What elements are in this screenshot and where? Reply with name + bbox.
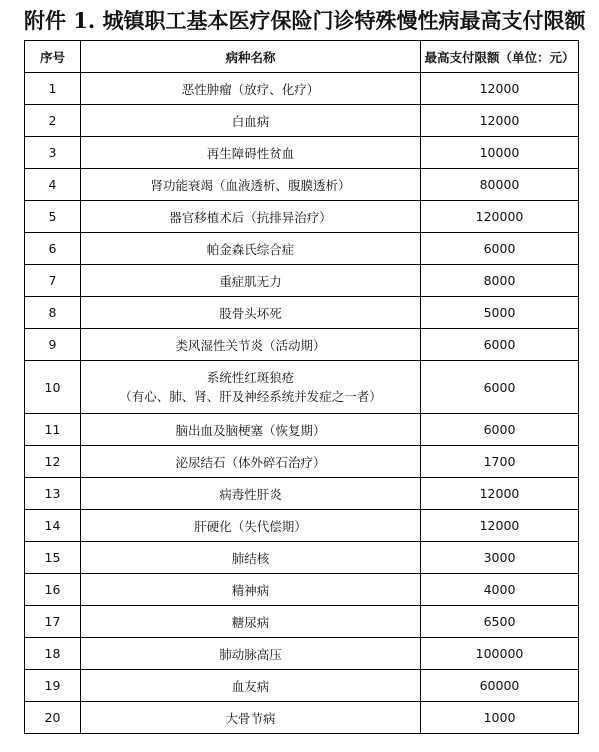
row-payment-limit: 6000: [421, 329, 579, 361]
table-row: [25, 510, 579, 542]
table-row: [25, 361, 579, 414]
row-payment-limit: 60000: [421, 670, 579, 702]
row-disease-name: 系统性红斑狼疮: [206, 370, 295, 385]
row-disease-name: 帕金森氏综合症: [81, 233, 421, 265]
table-row: [25, 446, 579, 478]
row-disease-name: 类风湿性关节炎（活动期）: [81, 329, 421, 361]
document-title: 附件 1. 城镇职工基本医疗保险门诊特殊慢性病最高支付限额: [24, 8, 586, 33]
table-row: [25, 574, 579, 606]
row-disease-name: 恶性肿瘤（放疗、化疗）: [81, 73, 421, 105]
row-serial-number: 3: [25, 137, 81, 169]
row-serial-number: 15: [25, 542, 81, 574]
row-payment-limit: 1000: [421, 702, 579, 734]
row-payment-limit: 80000: [421, 169, 579, 201]
row-payment-limit: 12000: [421, 73, 579, 105]
row-serial-number: 6: [25, 233, 81, 265]
row-disease-name: 血友病: [81, 670, 421, 702]
row-disease-name: 肾功能衰竭（血液透析、腹膜透析）: [81, 169, 421, 201]
row-payment-limit: 1700: [421, 446, 579, 478]
row-disease-name: 脑出血及脑梗塞（恢复期）: [81, 414, 421, 446]
row-disease-name: 病毒性肝炎: [81, 478, 421, 510]
row-payment-limit: 120000: [421, 201, 579, 233]
row-disease-name: 泌尿结石（体外碎石治疗）: [81, 446, 421, 478]
row-serial-number: 13: [25, 478, 81, 510]
row-payment-limit: 6500: [421, 606, 579, 638]
row-serial-number: 10: [25, 361, 81, 414]
header-max-payment-limit: 最高支付限额（单位：元）: [421, 41, 579, 73]
row-payment-limit: 4000: [421, 574, 579, 606]
table-row: [25, 638, 579, 670]
row-serial-number: 19: [25, 670, 81, 702]
row-serial-number: 14: [25, 510, 81, 542]
table-row: [25, 201, 579, 233]
table-row: [25, 265, 579, 297]
table-header-row: [25, 41, 579, 73]
row-payment-limit: 5000: [421, 297, 579, 329]
row-disease-name-qualifier: （有心、肺、肾、肝及神经系统并发症之一者）: [119, 389, 382, 404]
row-payment-limit: 3000: [421, 542, 579, 574]
row-serial-number: 18: [25, 638, 81, 670]
table-row: [25, 169, 579, 201]
row-disease-name: 大骨节病: [81, 702, 421, 734]
table-row: [25, 670, 579, 702]
payment-limit-table: [24, 40, 579, 734]
row-disease-name: 糖尿病: [81, 606, 421, 638]
row-disease-name: 重症肌无力: [81, 265, 421, 297]
row-serial-number: 5: [25, 201, 81, 233]
row-payment-limit: 6000: [421, 233, 579, 265]
row-serial-number: 7: [25, 265, 81, 297]
row-payment-limit: 12000: [421, 105, 579, 137]
table-row: [25, 702, 579, 734]
row-payment-limit: 12000: [421, 478, 579, 510]
table-row: [25, 105, 579, 137]
row-disease-name: 再生障碍性贫血: [81, 137, 421, 169]
header-disease-name: 病种名称: [81, 41, 421, 73]
table-row: [25, 297, 579, 329]
row-payment-limit: 6000: [421, 361, 579, 414]
row-serial-number: 8: [25, 297, 81, 329]
row-payment-limit: 100000: [421, 638, 579, 670]
row-disease-name-two-line: [81, 361, 421, 414]
row-disease-name: 肺结核: [81, 542, 421, 574]
row-serial-number: 20: [25, 702, 81, 734]
row-disease-name: 肝硬化（失代偿期）: [81, 510, 421, 542]
table-row: [25, 606, 579, 638]
row-disease-name: 器官移植术后（抗排异治疗）: [81, 201, 421, 233]
row-payment-limit: 12000: [421, 510, 579, 542]
row-serial-number: 12: [25, 446, 81, 478]
row-disease-name: 肺动脉高压: [81, 638, 421, 670]
header-serial-number: 序号: [25, 41, 81, 73]
table-row: [25, 414, 579, 446]
row-serial-number: 1: [25, 73, 81, 105]
row-serial-number: 4: [25, 169, 81, 201]
table-row: [25, 137, 579, 169]
row-serial-number: 2: [25, 105, 81, 137]
row-serial-number: 11: [25, 414, 81, 446]
row-disease-name: 股骨头坏死: [81, 297, 421, 329]
table-row: [25, 329, 579, 361]
row-serial-number: 16: [25, 574, 81, 606]
row-disease-name: 白血病: [81, 105, 421, 137]
row-serial-number: 17: [25, 606, 81, 638]
row-serial-number: 9: [25, 329, 81, 361]
table-row: [25, 233, 579, 265]
row-disease-name: 精神病: [81, 574, 421, 606]
row-payment-limit: 8000: [421, 265, 579, 297]
table-row: [25, 542, 579, 574]
row-payment-limit: 10000: [421, 137, 579, 169]
row-payment-limit: 6000: [421, 414, 579, 446]
table-row: [25, 73, 579, 105]
table-row: [25, 478, 579, 510]
